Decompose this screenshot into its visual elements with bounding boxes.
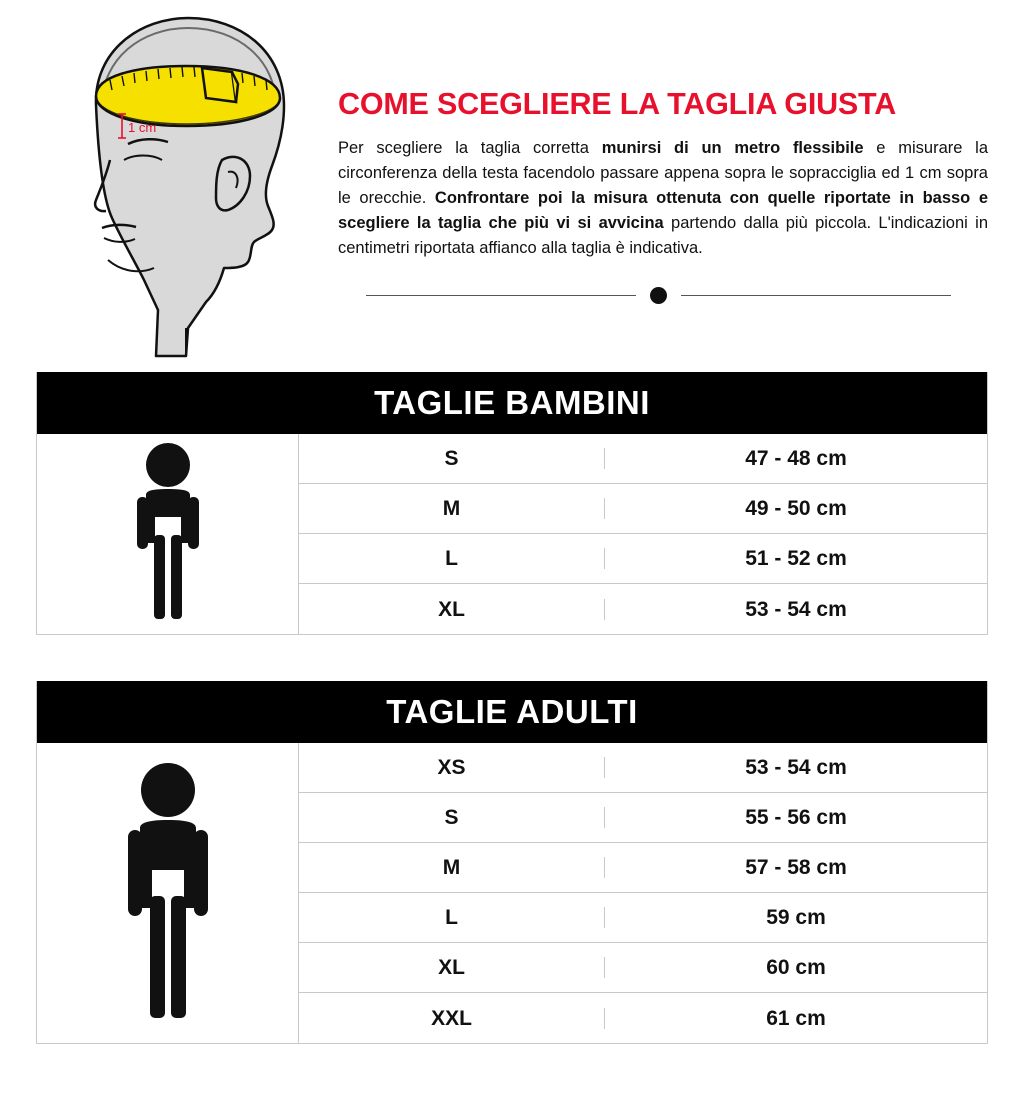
- table-title-bambini: TAGLIE BAMBINI: [37, 372, 987, 434]
- tape-label-text: 1 cm: [128, 120, 157, 135]
- size-label: M: [299, 498, 605, 519]
- divider-dot: [650, 287, 667, 304]
- intro-text-2: e misurare la circonferenza della testa facendolo passare appena sopra le sopracciglia ed 1 cm sopra le orecchie.: [338, 138, 989, 207]
- size-measure: 60 cm: [766, 956, 826, 979]
- page-title: COME SCEGLIERE LA TAGLIA GIUSTA: [338, 87, 897, 121]
- size-measure: 59 cm: [766, 906, 826, 929]
- table-title-adulti: TAGLIE ADULTI: [37, 681, 987, 743]
- table-body-bambini: [37, 434, 987, 634]
- size-table-adulti: [36, 681, 988, 1044]
- section-divider: [338, 287, 988, 304]
- size-measure: 61 cm: [766, 1006, 826, 1030]
- table-row: [299, 534, 987, 584]
- table-row: [299, 743, 987, 793]
- adult-figure-svg: [108, 758, 228, 1028]
- divider-rule-right: [681, 295, 951, 296]
- table-row: [299, 793, 987, 843]
- table-row: [299, 943, 987, 993]
- size-measure: 57 - 58 cm: [745, 856, 847, 879]
- intro-text-1: Per scegliere la taglia corretta: [338, 138, 602, 157]
- size-label: S: [299, 807, 605, 828]
- size-measure: 47 - 48 cm: [745, 447, 847, 470]
- size-label: XXL: [299, 1008, 605, 1029]
- size-label: S: [299, 448, 605, 469]
- intro-bold-1: munirsi di un metro flessibile: [601, 138, 864, 157]
- intro-text-3: partendo dalla più piccola. L'indicazioni in centimetri riportata affianco alla taglia è indicativa.: [338, 213, 988, 257]
- size-measure: 53 - 54 cm: [745, 597, 847, 621]
- table-row: [299, 584, 987, 634]
- size-measure: 51 - 52 cm: [745, 547, 847, 570]
- size-measure: 55 - 56 cm: [745, 806, 847, 829]
- child-figure-icon: [37, 434, 299, 634]
- table-row: [299, 893, 987, 943]
- size-label: M: [299, 857, 605, 878]
- head-measurement-illustration: [36, 10, 326, 360]
- size-label: XL: [299, 599, 605, 620]
- child-figure-svg: [113, 439, 223, 629]
- size-label: XS: [299, 757, 605, 778]
- adult-figure-icon: [37, 743, 299, 1043]
- divider-rule-left: [366, 295, 636, 296]
- intro-section: [0, 0, 1024, 360]
- table-body-adulti: [37, 743, 987, 1043]
- size-rows-adulti: [299, 743, 987, 1043]
- table-row: [299, 434, 987, 484]
- table-row: [299, 993, 987, 1043]
- size-label: L: [299, 548, 605, 569]
- intro-paragraph: [338, 136, 988, 261]
- table-row: [299, 843, 987, 893]
- head-illustration-svg: [36, 10, 326, 360]
- size-label: L: [299, 907, 605, 928]
- intro-bold-2: Confrontare poi la misura ottenuta con quelle riportate in basso e scegliere la taglia che più vi si avvicina: [338, 188, 988, 232]
- size-rows-bambini: [299, 434, 987, 634]
- size-measure: 53 - 54 cm: [745, 756, 847, 779]
- intro-text-block: [326, 10, 988, 360]
- size-table-bambini: [36, 372, 988, 635]
- size-label: XL: [299, 957, 605, 978]
- table-row: [299, 484, 987, 534]
- size-measure: 49 - 50 cm: [745, 497, 847, 520]
